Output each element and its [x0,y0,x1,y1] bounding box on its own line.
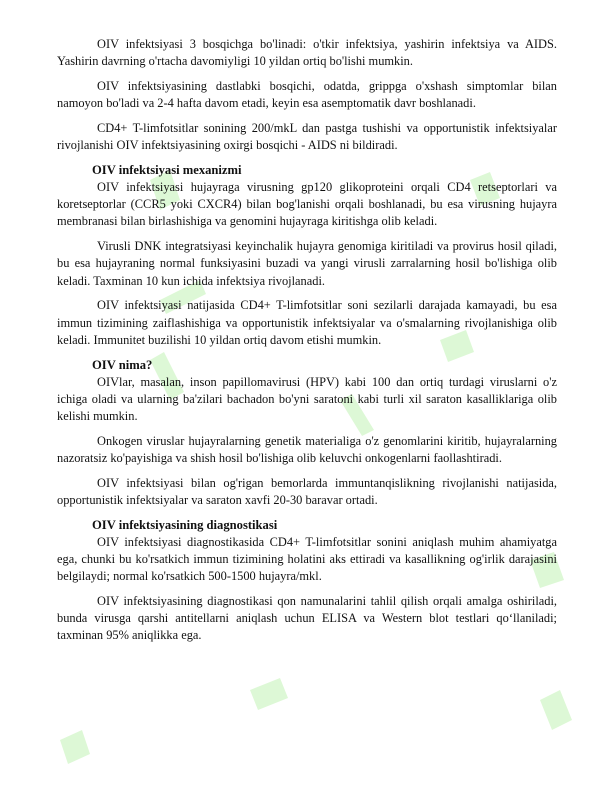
paragraph: OIV infektsiyasi natijasida CD4+ T-limfotsitlar soni sezilarli darajada kamayadi, bu esa immun tizimining zaiflashishiga va opportunistik infektsiyalar va o'smalarning rivojlanishiga olib keladi. Immunitet buzilishi 10 yildan ortiq davom etishi mumkin. [57,298,557,347]
paragraph: Virusli DNK integratsiyasi keyinchalik hujayra genomiga kiritiladi va provirus hosil qiladi, bu esa hujayraning normal funksiyasini buzadi va yangi virusli zarralarning hosil bo'lishiga olib keladi. Taxminan 10 kun ichida infektsiya rivojlanadi. [57,239,557,288]
paragraph: OIV infektsiyasi hujayraga virusning gp120 glikoproteini orqali CD4 retseptorlari va koretseptorlar (CCR5 yoki CXCR4) bilan bog'lanishi orqali boshlanadi, bu esa virusning hujayra membranasi bilan birlashishiga va genomini hujayraga kiritishga olib keladi. [57,180,557,229]
paragraph: OIV infektsiyasining dastlabki bosqichi, odatda, grippga o'xshash simptomlar bilan namoyon bo'ladi va 2-4 hafta davom etadi, keyin esa asemptomatik davr boshlanadi. [57,79,557,111]
section-heading: OIV infektsiyasining diagnostikasi [92,517,278,532]
section-heading: OIV infektsiyasi mexanizmi [92,163,242,177]
paragraph: OIV infektsiyasining diagnostikasi qon namunalarini tahlil qilish orqali amalga oshiriladi, bunda virusga qarshi antitellarni aniqlash uchun ELISA va Western blot testlari qo‘llaniladi; taxminan 95% aniqlikka ega. [57,594,557,643]
section-heading: OIV nima? [92,357,153,372]
paragraph: OIV infektsiyasi 3 bosqichga bo'linadi: o'tkir infektsiya, yashirin infektsiya va AIDS. Yashirin davrning o'rtacha davomiyligi 10 yildan ortiq bo'lishi mumkin. [57,37,557,69]
paragraph: OIVlar, masalan, inson papillomavirusi (HPV) kabi 100 dan ortiq turdagi viruslarni o'z ichiga oladi va ularning ba'zilari bachadon bo'yni saratoni kabi turli xil saraton kasalliklariga olib kelishi mumkin. [57,374,557,424]
paragraph: OIV infektsiyasi diagnostikasida CD4+ T-limfotsitlar sonini aniqlash muhim ahamiyatga ega, chunki bu ko'rsatkich immun tizimining holatini aks ettiradi va kasallikning og'irlik darajasini belgilaydi; normal ko'rsatkich 500-1500 hujayra/mkl. [57,534,557,584]
document-body [57,36,557,652]
paragraph: Onkogen viruslar hujayralarning genetik materialiga o'z genomlarini kiritib, hujayralarning nazoratsiz ko'payishiga va shish hosil bo'lishiga olib keluvchi onkogenlarni faollashtiradi. [57,433,557,466]
paragraph: OIV infektsiyasi bilan og'rigan bemorlarda immuntanqislikning rivojlanishi natijasida, opportunistik infektsiyalar va saraton xavfi 20-30 baravar ortadi. [57,475,557,508]
paragraph: CD4+ T-limfotsitlar sonining 200/mkL dan pastga tushishi va opportunistik infektsiyalar rivojlanishi OIV infektsiyasining oxirgi bosqichi - AIDS ni bildiradi. [57,121,557,153]
